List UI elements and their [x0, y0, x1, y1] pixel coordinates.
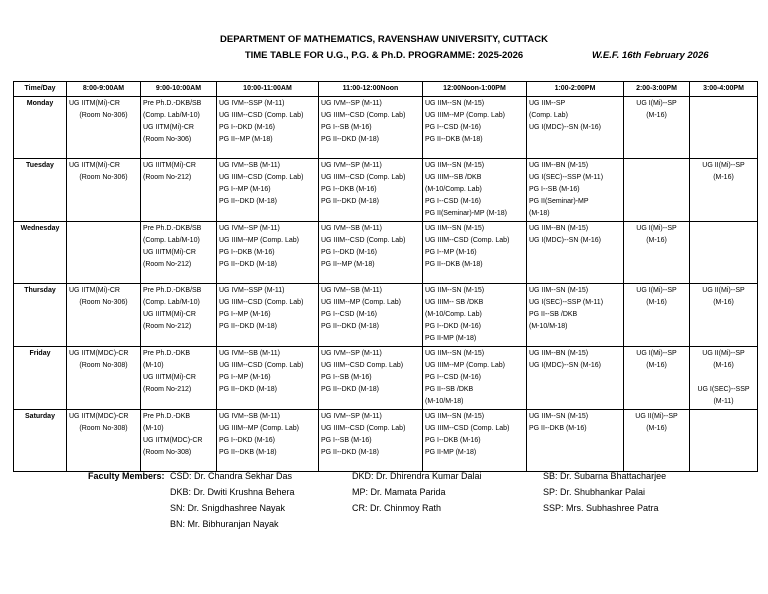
slot-cell: [319, 222, 423, 284]
slot-cell: [423, 97, 527, 159]
slot-cell: [67, 222, 141, 284]
class-entry: (M-16): [713, 174, 734, 181]
class-entry: UG IIIM--CSD (Comp. Lab): [321, 174, 406, 181]
column-header: 9:00-10:00AM: [141, 82, 217, 97]
class-entry: UG IVM--SP (M-11): [321, 162, 382, 169]
slot-cell: [527, 284, 624, 347]
class-entry: UG IIIM-- SB /DKB: [425, 299, 484, 306]
class-entry: (M-10/Comp. Lab): [425, 311, 482, 318]
slot-cell: [217, 347, 319, 410]
class-entry: UG I(Mi)--SP: [636, 225, 677, 232]
class-entry: UG IVM--SSP (M-11): [219, 100, 285, 107]
class-entry: UG IIIM--CSD (Comp. Lab): [425, 425, 510, 432]
class-entry: [692, 372, 755, 384]
faculty-entry: MP: Dr. Mamata Parida: [352, 487, 446, 497]
class-entry: (Room No-306): [79, 174, 128, 181]
class-entry: PG I--DKD (M-16): [321, 249, 377, 256]
class-entry: UG IIITM(Mi)-CR: [143, 249, 196, 256]
class-entry: UG IIIM--MP (Comp. Lab): [321, 299, 401, 306]
class-entry: (M-10/Comp. Lab): [425, 186, 482, 193]
slot-cell: [423, 159, 527, 222]
day-label: Thursday: [14, 284, 67, 347]
slot-cell: [319, 159, 423, 222]
class-entry: PG I--DKB (M-16): [321, 186, 377, 193]
column-header: Time/Day: [14, 82, 67, 97]
class-entry: UG IVM--SP (M-11): [321, 100, 382, 107]
column-header: 3:00-4:00PM: [690, 82, 758, 97]
timetable-title: TIME TABLE FOR U.G., P.G. & Ph.D. PROGRAMME: 2025-2026: [244, 50, 524, 61]
class-entry: (M-16): [646, 112, 667, 119]
class-entry: PG II--DKB (M-16): [529, 425, 587, 432]
slot-cell: [624, 159, 690, 222]
class-entry: UG IVM--SP (M-11): [321, 413, 382, 420]
class-entry: Pre Ph.D.-DKB: [143, 413, 191, 420]
column-header: 2:00-3:00PM: [624, 82, 690, 97]
class-entry: (Room No-308): [143, 449, 192, 456]
column-header: 11:00-12:00Noon: [319, 82, 423, 97]
class-entry: UG IVM--SB (M-11): [219, 413, 280, 420]
class-entry: PG II--MP (M-18): [321, 261, 375, 268]
class-entry: UG I(SEC)--SSP (M-11): [529, 299, 604, 306]
department-title: DEPARTMENT OF MATHEMATICS, RAVENSHAW UNIVERSITY, CUTTACK: [220, 34, 548, 45]
slot-cell: [527, 159, 624, 222]
class-entry: UG IVM--SSP (M-11): [219, 287, 285, 294]
slot-cell: [67, 284, 141, 347]
class-entry: UG I(Mi)--SP: [636, 100, 677, 107]
faculty-label: Faculty Members:: [88, 471, 165, 481]
class-entry: (M-18): [529, 210, 550, 217]
class-entry: PG II--DKD (M-18): [219, 323, 277, 330]
day-row-saturday: [14, 410, 758, 472]
faculty-entry: CSD: Dr. Chandra Sekhar Das: [170, 471, 293, 481]
class-entry: PG I--CSD (M-16): [425, 124, 481, 131]
class-entry: (M-11): [713, 398, 734, 405]
class-entry: UG IIIM--MP (Comp. Lab): [219, 237, 299, 244]
class-entry: (M-16): [646, 362, 667, 369]
class-entry: PG I--SB (M-16): [321, 124, 372, 131]
faculty-entry: SN: Dr. Snigdhashree Nayak: [170, 503, 286, 513]
class-entry: (Room No-308): [79, 425, 128, 432]
class-entry: PG II--DKB (M-18): [425, 261, 483, 268]
class-entry: UG IIIM--MP (Comp. Lab): [425, 362, 505, 369]
class-entry: (Comp. Lab): [529, 112, 568, 119]
class-entry: UG IIM--SN (M-15): [425, 225, 485, 232]
class-entry: UG IIIM--CSD (Comp. Lab): [219, 174, 304, 181]
class-entry: UG I(SEC)--SSP (M-11): [529, 174, 604, 181]
slot-cell: [141, 410, 217, 472]
slot-cell: [690, 410, 758, 472]
slot-cell: [690, 347, 758, 410]
slot-cell: [67, 159, 141, 222]
class-entry: UG IIIM--MP (Comp. Lab): [425, 112, 505, 119]
class-entry: Pre Ph.D.-DKB: [143, 350, 191, 357]
slot-cell: [141, 97, 217, 159]
day-row-friday: [14, 347, 758, 410]
day-label: Monday: [14, 97, 67, 159]
class-entry: UG I(MDC)--SN (M-16): [529, 124, 601, 131]
class-entry: UG IVM--SP (M-11): [321, 350, 382, 357]
class-entry: UG IIM--SN (M-15): [425, 287, 485, 294]
class-entry: UG IVM--SB (M-11): [321, 225, 382, 232]
class-entry: UG IIM--SN (M-15): [529, 287, 589, 294]
column-header: 12:00Noon-1:00PM: [423, 82, 527, 97]
class-entry: UG IITM(Mi)-CR: [143, 124, 194, 131]
class-entry: UG II(Mi)--SP: [702, 350, 745, 357]
class-entry: PG II(Seminar)-MP (M-18): [425, 210, 507, 217]
slot-cell: [423, 347, 527, 410]
slot-cell: [141, 347, 217, 410]
slot-cell: [690, 222, 758, 284]
class-entry: Pre Ph.D.-DKB/SB: [143, 287, 202, 294]
class-entry: (Room No-212): [143, 174, 192, 181]
class-entry: PG II--DKD (M-18): [219, 261, 277, 268]
class-entry: UG IIIM--CSD (Comp. Lab): [219, 362, 304, 369]
slot-cell: [423, 284, 527, 347]
class-entry: UG IIITM(Mi)-CR: [143, 311, 196, 318]
class-entry: (M-16): [713, 299, 734, 306]
class-entry: UG IIITM(Mi)-CR: [143, 162, 196, 169]
class-entry: PG II--MP (M-18): [219, 136, 273, 143]
slot-cell: [319, 347, 423, 410]
slot-cell: [67, 410, 141, 472]
timetable: [13, 81, 758, 472]
class-entry: UG I(MDC)--SN (M-16): [529, 237, 601, 244]
class-entry: (M-16): [646, 299, 667, 306]
day-label: Wednesday: [14, 222, 67, 284]
faculty-entry: CR: Dr. Chinmoy Rath: [352, 503, 442, 513]
class-entry: PG I--SB (M-16): [529, 186, 580, 193]
class-entry: UG IIM--BN (M-15): [529, 350, 589, 357]
slot-cell: [319, 410, 423, 472]
class-entry: UG II(Mi)--SP: [702, 162, 745, 169]
class-entry: UG IIM--SP: [529, 100, 566, 107]
class-entry: PG I--SB (M-16): [321, 374, 372, 381]
slot-cell: [690, 97, 758, 159]
faculty-entry: BN: Mr. Bibhuranjan Nayak: [170, 519, 279, 529]
class-entry: UG IIIM--SB /DKB: [425, 174, 482, 181]
class-entry: PG II--DKD (M-18): [321, 198, 379, 205]
slot-cell: [527, 347, 624, 410]
day-label: Tuesday: [14, 159, 67, 222]
slot-cell: [319, 284, 423, 347]
slot-cell: [527, 222, 624, 284]
column-header: 10:00-11:00AM: [217, 82, 319, 97]
class-entry: (M-16): [646, 237, 667, 244]
slot-cell: [423, 222, 527, 284]
class-entry: UG I(Mi)--SP: [636, 287, 677, 294]
class-entry: UG IIIM--CSD (Comp. Lab): [321, 112, 406, 119]
class-entry: PG II--DKB (M-18): [219, 449, 277, 456]
class-entry: UG IVM--SB (M-11): [219, 350, 280, 357]
slot-cell: [217, 410, 319, 472]
class-entry: PG II-MP (M-18): [425, 449, 477, 456]
class-entry: PG I--DKB (M-16): [219, 249, 275, 256]
day-row-thursday: [14, 284, 758, 347]
slot-cell: [624, 410, 690, 472]
slot-cell: [624, 97, 690, 159]
class-entry: UG IITM(MDC)-CR: [143, 437, 203, 444]
slot-cell: [423, 410, 527, 472]
class-entry: UG IIIM--CSD (Comp. Lab): [321, 237, 406, 244]
class-entry: (Room No-212): [143, 261, 192, 268]
class-entry: UG IIM--SN (M-15): [425, 100, 485, 107]
class-entry: (M-16): [713, 362, 734, 369]
class-entry: PG II--DKD (M-18): [321, 449, 379, 456]
slot-cell: [67, 97, 141, 159]
class-entry: PG I--MP (M-16): [219, 186, 271, 193]
day-row-monday: [14, 97, 758, 159]
faculty-entry: SP: Dr. Shubhankar Palai: [543, 487, 646, 497]
class-entry: PG I--SB (M-16): [321, 437, 372, 444]
class-entry: PG I--MP (M-16): [219, 311, 271, 318]
class-entry: UG IIIM--CSD (Comp. Lab): [321, 425, 406, 432]
class-entry: UG IITM(Mi)-CR: [69, 100, 120, 107]
class-entry: UG IIM--SN (M-15): [425, 350, 485, 357]
class-entry: UG IIIM--MP (Comp. Lab): [219, 425, 299, 432]
class-entry: (Room No-212): [143, 386, 192, 393]
faculty-entry: DKD: Dr. Dhirendra Kumar Dalai: [352, 471, 482, 481]
class-entry: PG I--CSD (M-16): [425, 198, 481, 205]
class-entry: UG IIIM--CSD (Comp. Lab): [425, 237, 510, 244]
day-label: Saturday: [14, 410, 67, 472]
slot-cell: [141, 159, 217, 222]
class-entry: (Comp. Lab/M-10): [143, 237, 200, 244]
class-entry: PG I--DKD (M-16): [219, 124, 275, 131]
class-entry: Pre Ph.D.-DKB/SB: [143, 225, 202, 232]
effective-date: W.E.F. 16th February 2026: [592, 50, 709, 61]
slot-cell: [141, 222, 217, 284]
class-entry: UG IIM--SN (M-15): [425, 413, 485, 420]
class-entry: (Room No-306): [79, 112, 128, 119]
class-entry: UG IVM--SB (M-11): [321, 287, 382, 294]
slot-cell: [217, 222, 319, 284]
slot-cell: [141, 284, 217, 347]
faculty-entry: DKB: Dr. Dwiti Krushna Behera: [170, 487, 295, 497]
class-entry: UG I(MDC)--SN (M-16): [529, 362, 601, 369]
class-entry: PG I--MP (M-16): [425, 249, 477, 256]
day-label: Friday: [14, 347, 67, 410]
class-entry: (Room No-306): [79, 299, 128, 306]
slot-cell: [624, 284, 690, 347]
class-entry: (Room No-212): [143, 323, 192, 330]
class-entry: (Room No-306): [143, 136, 192, 143]
timetable-header-row: [14, 82, 758, 97]
slot-cell: [319, 97, 423, 159]
class-entry: PG I--MP (M-16): [219, 374, 271, 381]
class-entry: (M-10/M-18): [425, 398, 464, 405]
class-entry: PG I--CSD (M-16): [321, 311, 377, 318]
slot-cell: [527, 410, 624, 472]
class-entry: (Comp. Lab/M-10): [143, 299, 200, 306]
day-row-wednesday: [14, 222, 758, 284]
class-entry: UG IITM(Mi)-CR: [69, 162, 120, 169]
class-entry: PG II--DKD (M-18): [321, 136, 379, 143]
class-entry: (M-10/M-18): [529, 323, 568, 330]
class-entry: UG IVM--SB (M-11): [219, 162, 280, 169]
class-entry: PG II--SB /DKB: [425, 386, 474, 393]
class-entry: PG II--DKD (M-18): [321, 386, 379, 393]
class-entry: PG I--DKD (M-16): [219, 437, 275, 444]
class-entry: UG IITM(Mi)-CR: [69, 287, 120, 294]
class-entry: PG II(Seminar)-MP: [529, 198, 589, 205]
class-entry: UG I(Mi)--SP: [636, 350, 677, 357]
class-entry: UG IITM(MDC)-CR: [69, 350, 129, 357]
slot-cell: [217, 284, 319, 347]
slot-cell: [217, 159, 319, 222]
class-entry: UG IIM--SN (M-15): [425, 162, 485, 169]
class-entry: UG II(Mi)--SP: [702, 287, 745, 294]
class-entry: PG II--DKD (M-18): [219, 198, 277, 205]
class-entry: (M-16): [646, 425, 667, 432]
class-entry: UG IVM--SP (M-11): [219, 225, 280, 232]
slot-cell: [527, 97, 624, 159]
faculty-entry: SSP: Mrs. Subhashree Patra: [543, 503, 659, 513]
class-entry: PG II-MP (M-18): [425, 335, 477, 342]
slot-cell: [67, 347, 141, 410]
class-entry: Pre Ph.D.-DKB/SB: [143, 100, 202, 107]
class-entry: (M-10): [143, 425, 164, 432]
class-entry: PG II--DKB (M-18): [425, 136, 483, 143]
column-header: 1:00-2:00PM: [527, 82, 624, 97]
day-row-tuesday: [14, 159, 758, 222]
class-entry: (Comp. Lab/M-10): [143, 112, 200, 119]
class-entry: UG II(Mi)--SP: [635, 413, 678, 420]
class-entry: PG I--DKD (M-16): [425, 323, 481, 330]
class-entry: UG I(SEC)--SSP: [697, 386, 750, 393]
class-entry: UG IIM--BN (M-15): [529, 162, 589, 169]
class-entry: UG IIM--BN (M-15): [529, 225, 589, 232]
class-entry: (M-10): [143, 362, 164, 369]
class-entry: PG II--DKD (M-18): [219, 386, 277, 393]
class-entry: UG IIIM--CSD Comp. Lab): [321, 362, 404, 369]
column-header: 8:00-9:00AM: [67, 82, 141, 97]
class-entry: UG IIITM(Mi)-CR: [143, 374, 196, 381]
slot-cell: [624, 222, 690, 284]
slot-cell: [624, 347, 690, 410]
class-entry: PG I--CSD (M-16): [425, 374, 481, 381]
class-entry: (Room No-308): [79, 362, 128, 369]
class-entry: UG IIIM--CSD (Comp. Lab): [219, 299, 304, 306]
slot-cell: [690, 284, 758, 347]
class-entry: PG II--DKD (M-18): [321, 323, 379, 330]
class-entry: PG I--DKB (M-16): [425, 437, 481, 444]
class-entry: UG IITM(MDC)-CR: [69, 413, 129, 420]
class-entry: PG II--SB /DKB: [529, 311, 578, 318]
slot-cell: [690, 159, 758, 222]
faculty-entry: SB: Dr. Subarna Bhattacharjee: [543, 471, 667, 481]
slot-cell: [217, 97, 319, 159]
class-entry: UG IIIM--CSD (Comp. Lab): [219, 112, 304, 119]
class-entry: UG IIM--SN (M-15): [529, 413, 589, 420]
